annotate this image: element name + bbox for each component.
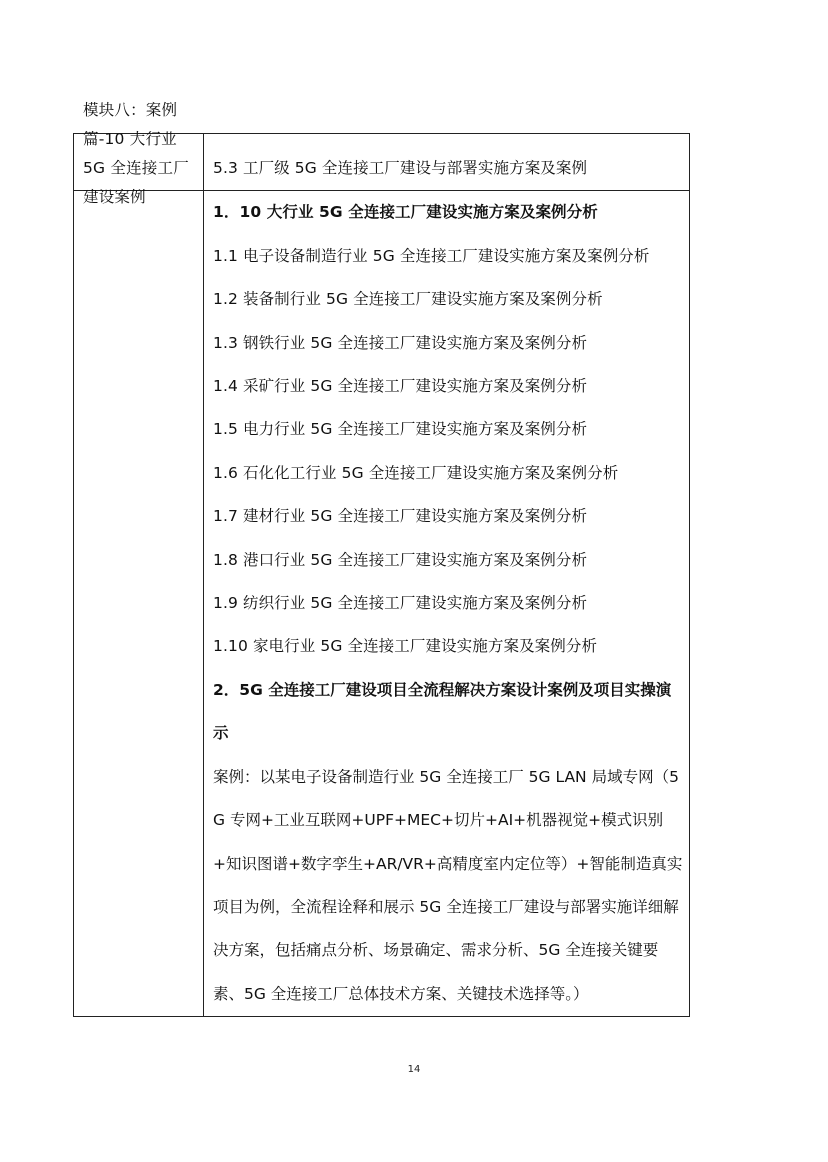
table-cell	[204, 134, 690, 191]
module-title: 模块八：案例篇-10 大行业 5G 全连接工厂建设案例	[83, 101, 189, 207]
content-cell	[204, 191, 690, 1017]
list-item: 1.10 家电行业 5G 全连接工厂建设实施方案及案例分析	[213, 637, 598, 656]
curriculum-table	[73, 101, 690, 1017]
list-item: 1.4 采矿行业 5G 全连接工厂建设实施方案及案例分析	[213, 377, 588, 396]
list-item: 1.2 装备制行业 5G 全连接工厂建设实施方案及案例分析	[213, 290, 603, 309]
section-heading: 1．10 大行业 5G 全连接工厂建设实施方案及案例分析	[213, 203, 598, 222]
case-description: 案例：以某电子设备制造行业 5G 全连接工厂 5G LAN 局域专网（5G 专网+工业互联网+UPF+MEC+切片+AI+机器视觉+模式识别+知识图谱+数字孪生+AR/VR+高精度室内定位等）+智能制造真实项目为例，全流程诠释和展示 5G 全连接工厂建设与部署实施详细解决方案，包括痛点分析、场景确定、需求分析、5G 全连接关键要素、5G 全连接工厂总体技术方案、关键技术选择等。）	[213, 767, 683, 1003]
section-item: 5.3 工厂级 5G 全连接工厂建设与部署实施方案及案例	[213, 159, 588, 177]
table-row	[74, 191, 690, 1017]
section-heading: 2．5G 全连接工厂建设项目全流程解决方案设计案例及项目实操演示	[213, 680, 672, 743]
list-item: 1.8 港口行业 5G 全连接工厂建设实施方案及案例分析	[213, 550, 588, 569]
list-item: 1.7 建材行业 5G 全连接工厂建设实施方案及案例分析	[213, 507, 588, 526]
module-cell	[74, 101, 204, 1017]
list-item: 1.3 钢铁行业 5G 全连接工厂建设实施方案及案例分析	[213, 333, 588, 352]
list-item: 1.1 电子设备制造行业 5G 全连接工厂建设实施方案及案例分析	[213, 246, 650, 265]
page-number: 14	[407, 1064, 421, 1075]
list-item: 1.5 电力行业 5G 全连接工厂建设实施方案及案例分析	[213, 420, 588, 439]
list-item: 1.6 石化化工行业 5G 全连接工厂建设实施方案及案例分析	[213, 463, 619, 482]
list-item: 1.9 纺织行业 5G 全连接工厂建设实施方案及案例分析	[213, 594, 588, 613]
